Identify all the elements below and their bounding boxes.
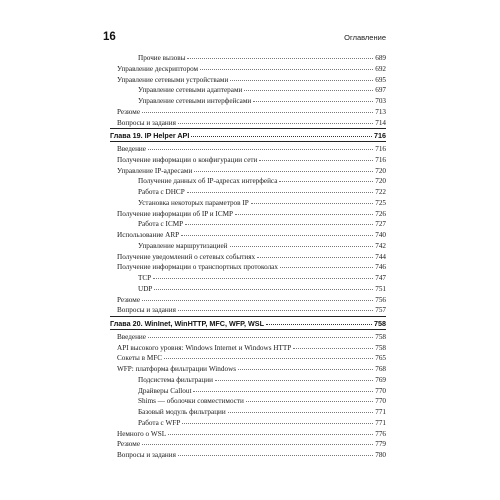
- dot-leader: [193, 384, 373, 392]
- toc-entry[interactable]: [110, 240, 386, 250]
- dot-leader: [185, 217, 373, 225]
- toc-entry[interactable]: [110, 438, 386, 448]
- dot-leader: [293, 341, 373, 349]
- toc-entry-page: 716: [374, 131, 386, 141]
- toc-entry-title: Управление дескриптором: [117, 64, 199, 73]
- dot-leader: [191, 129, 372, 137]
- dot-leader: [257, 250, 373, 258]
- toc-entry[interactable]: [110, 272, 386, 282]
- dot-leader: [142, 105, 373, 113]
- toc-entry[interactable]: [110, 84, 386, 94]
- toc-entry-page: 726: [375, 209, 386, 218]
- dot-leader: [230, 239, 374, 247]
- toc-entry-page: 746: [375, 263, 386, 272]
- dot-leader: [235, 207, 373, 215]
- toc-entry[interactable]: [110, 352, 386, 362]
- toc-entry[interactable]: [110, 283, 386, 293]
- toc-entry-title: Получение данных об IP-адресах интерфейса: [138, 177, 278, 186]
- toc-entry-title: Вопросы и задания: [117, 451, 176, 459]
- toc-entry-title: Введение: [117, 332, 146, 341]
- dot-leader: [187, 51, 373, 59]
- dot-leader: [154, 282, 373, 290]
- toc-entry-title: Управление IP-адресами: [117, 166, 193, 175]
- toc-entry[interactable]: [110, 374, 386, 384]
- toc-entry-page: 714: [375, 118, 386, 127]
- toc-entry[interactable]: [110, 294, 386, 304]
- chapter-rule: [110, 316, 386, 317]
- toc-entry[interactable]: [110, 208, 386, 218]
- toc-entry-page: 765: [375, 354, 386, 363]
- toc-entry-title: Работа с ICMP: [138, 220, 184, 229]
- toc-entry[interactable]: [110, 406, 386, 416]
- toc-entry-page: 720: [375, 177, 386, 186]
- toc-entry-title: Глава 19. IP Helper API: [110, 131, 190, 141]
- toc-entry-page: 779: [375, 440, 386, 449]
- toc-entry-page: 692: [375, 64, 386, 73]
- toc-entry-title: Управление сетевыми адаптерами: [138, 86, 243, 95]
- dot-leader: [182, 416, 373, 424]
- toc-entry-title: UDP: [138, 284, 153, 293]
- toc-entry-title: Получение информации об IP и ICMP: [117, 209, 233, 218]
- toc-entry-page: 751: [375, 284, 386, 293]
- toc-entry[interactable]: [110, 52, 386, 62]
- dot-leader: [266, 317, 372, 325]
- toc-entry[interactable]: [110, 304, 386, 314]
- toc-entry[interactable]: [110, 175, 386, 185]
- dot-leader: [259, 153, 373, 161]
- dot-leader: [164, 351, 373, 359]
- dot-leader: [230, 73, 373, 81]
- toc-entry-title: Немного о WSL: [117, 429, 167, 438]
- toc-entry[interactable]: [110, 395, 386, 405]
- toc-entry[interactable]: [110, 117, 386, 127]
- toc-entry[interactable]: [110, 95, 386, 105]
- chapter-rule: [110, 141, 386, 142]
- toc-entry[interactable]: [110, 385, 386, 395]
- toc-entry-title: Использование ARP: [117, 231, 180, 239]
- toc-entry-page: 716: [375, 145, 386, 153]
- dot-leader: [142, 293, 373, 301]
- toc-entry-page: 780: [375, 451, 386, 459]
- toc-entry[interactable]: [110, 449, 386, 459]
- toc-entry-page: 758: [374, 319, 386, 328]
- toc-entry[interactable]: [110, 342, 386, 352]
- toc-entry[interactable]: [110, 74, 386, 84]
- dot-leader: [148, 142, 373, 150]
- toc-entry-title: Базовый модуль фильтрации: [138, 408, 226, 416]
- toc-entry-page: 769: [375, 375, 386, 384]
- dot-leader: [238, 362, 373, 370]
- toc-entry-page: 725: [375, 198, 386, 207]
- dot-leader: [279, 174, 373, 182]
- toc-entry-page: 758: [375, 332, 386, 341]
- toc-entry-title: Глава 20. WinInet, WinHTTP, MFC, WFP, WSL: [110, 319, 264, 328]
- dot-leader: [187, 185, 374, 193]
- toc-entry-page: 770: [375, 397, 386, 406]
- toc-entry-page: 747: [375, 274, 386, 282]
- toc-entry-title: Прочие вызовы: [138, 54, 186, 62]
- page-number: 16: [103, 31, 116, 43]
- toc-entry-page: 722: [375, 188, 386, 196]
- dot-leader: [194, 164, 373, 172]
- chapter-rule: [110, 329, 386, 330]
- toc-entry-title: Управление маршрутизацией: [138, 241, 228, 250]
- toc-entry-title: Вопросы и задания: [117, 306, 176, 315]
- toc-entry-title: Драйверы Callout: [138, 386, 192, 395]
- toc-entry[interactable]: [110, 154, 386, 164]
- toc-entry[interactable]: [110, 218, 386, 228]
- toc-entry[interactable]: [110, 63, 386, 73]
- toc-entry[interactable]: [110, 165, 386, 175]
- toc-entry-title: Получение информации о транспортных протоколах: [117, 263, 278, 272]
- toc-entry-page: 703: [375, 97, 386, 105]
- toc-entry-page: 716: [375, 155, 386, 164]
- toc-entry[interactable]: [110, 251, 386, 261]
- dot-leader: [178, 448, 373, 456]
- toc-entry-page: 727: [375, 220, 386, 229]
- running-header-title: Оглавление: [344, 33, 386, 42]
- toc-entry-title: Резюме: [117, 107, 141, 116]
- dot-leader: [142, 437, 373, 445]
- toc-entry-page: 713: [375, 107, 386, 116]
- toc-entry[interactable]: [110, 331, 386, 341]
- toc-entry-title: Получение уведомлений о сетевых событиях: [117, 252, 256, 261]
- toc-entry-title: Сокеты в MFC: [117, 354, 163, 363]
- toc-entry[interactable]: [110, 106, 386, 116]
- toc-entry-page: 768: [375, 365, 386, 373]
- toc-entry-page: 770: [375, 386, 386, 395]
- toc-entry-title: Подсистема фильтрации: [138, 375, 213, 384]
- toc-entry[interactable]: [110, 363, 386, 373]
- dot-leader: [244, 83, 373, 91]
- dot-leader: [153, 271, 373, 279]
- toc-chapter[interactable]: [110, 130, 386, 140]
- toc-entry-page: 771: [375, 418, 386, 427]
- toc-entry[interactable]: [110, 197, 386, 207]
- toc-entry[interactable]: [110, 186, 386, 196]
- toc-entry[interactable]: [110, 143, 386, 153]
- toc-entry-page: 756: [375, 295, 386, 304]
- toc-entry-page: 695: [375, 75, 386, 84]
- toc-entry-page: 757: [375, 306, 386, 315]
- toc-entry-page: 744: [375, 252, 386, 261]
- toc-entry-title: API высокого уровня: Windows Internet и Windows HTTP: [117, 343, 292, 352]
- toc-entry-title: Вопросы и задания: [117, 118, 176, 127]
- dot-leader: [253, 94, 373, 102]
- toc-entry-title: Резюме: [117, 295, 141, 304]
- toc-entry-page: 742: [375, 241, 386, 250]
- toc-entry-page: 689: [375, 54, 386, 62]
- toc-entry[interactable]: [110, 417, 386, 427]
- toc-entry-title: WFP: платформа фильтрации Windows: [117, 365, 237, 373]
- toc-entry-page: 740: [375, 231, 386, 239]
- toc-entry-title: TCP: [138, 274, 152, 282]
- toc-entry-title: Резюме: [117, 440, 141, 449]
- toc-entry-title: Работа с DHCP: [138, 188, 185, 196]
- toc-chapter[interactable]: [110, 318, 386, 328]
- toc-entry[interactable]: [110, 229, 386, 239]
- dot-leader: [228, 405, 373, 413]
- dot-leader: [178, 116, 373, 124]
- dot-leader: [181, 228, 373, 236]
- toc-entry-page: 776: [375, 429, 386, 438]
- toc-entry[interactable]: [110, 261, 386, 271]
- toc-entry-page: 720: [375, 166, 386, 175]
- toc-entry-page: 758: [375, 343, 386, 352]
- dot-leader: [246, 394, 373, 402]
- dot-leader: [148, 330, 373, 338]
- dot-leader: [168, 427, 373, 435]
- toc-entry-title: Введение: [117, 145, 146, 153]
- dot-leader: [280, 260, 373, 268]
- toc-entry-title: Работа с WFP: [138, 418, 181, 427]
- toc-entry-title: Установка некоторых параметров IP: [138, 198, 249, 207]
- toc-entry-title: Управление сетевыми интерфейсами: [138, 97, 252, 105]
- toc-entry-title: Получение информации о конфигурации сети: [117, 155, 258, 164]
- dot-leader: [200, 62, 373, 70]
- dot-leader: [251, 196, 374, 204]
- dot-leader: [178, 303, 373, 311]
- toc-entry-page: 697: [375, 86, 386, 95]
- toc-entry-title: Shims — оболочки совместимости: [138, 397, 244, 406]
- toc-entry-title: Управление сетевыми устройствами: [117, 75, 229, 84]
- toc-entry-page: 771: [375, 408, 386, 416]
- dot-leader: [215, 373, 373, 381]
- chapter-rule: [110, 128, 386, 129]
- toc-entry[interactable]: [110, 428, 386, 438]
